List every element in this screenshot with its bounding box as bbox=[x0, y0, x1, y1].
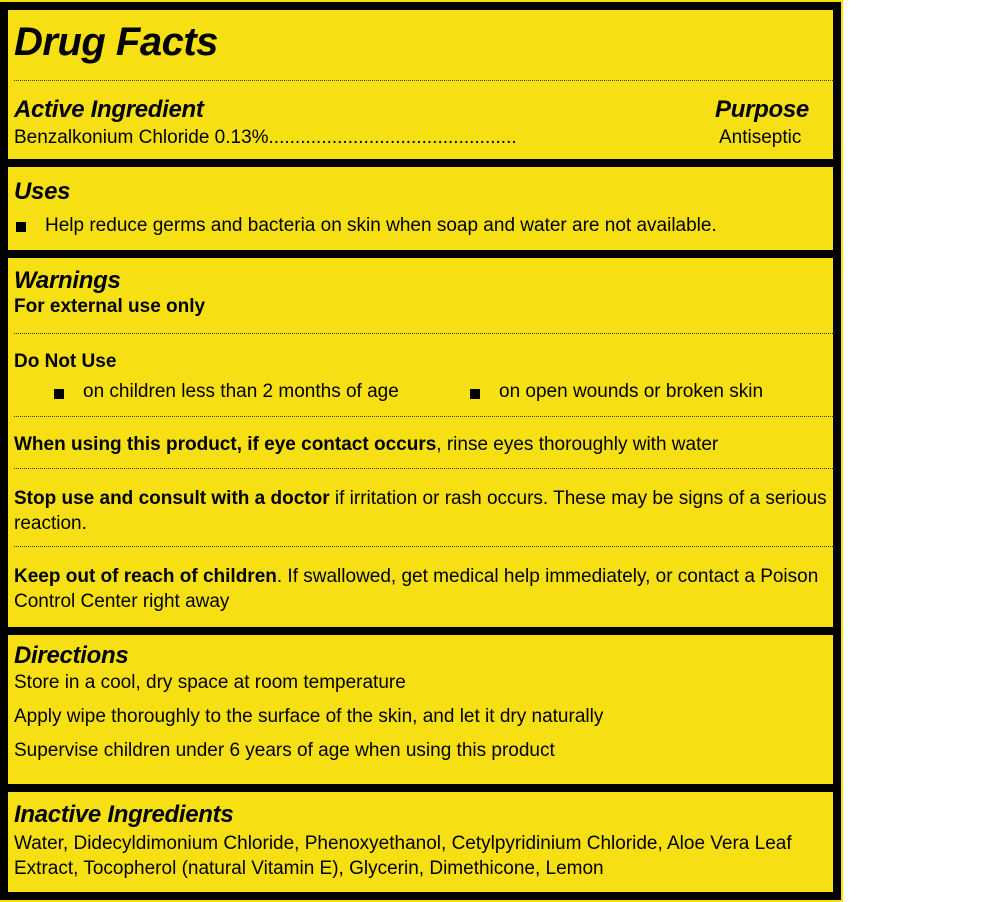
do-not-use-item-wounds: on open wounds or broken skin bbox=[499, 381, 764, 402]
eye-contact-warning bbox=[14, 434, 718, 456]
stop-use-bold: Stop use and consult with a doctor bbox=[14, 488, 330, 509]
warnings-heading: Warnings bbox=[14, 267, 121, 294]
active-ingredient-text: Benzalkonium Chloride 0.13%............................................... bbox=[14, 127, 517, 148]
title-divider bbox=[14, 80, 833, 81]
eye-contact-bold: When using this product, if eye contact occurs bbox=[14, 434, 437, 455]
warnings-divider bbox=[14, 416, 833, 417]
inactive-ingredients-text: Water, Didecyldimonium Chloride, Phenoxyethanol, Cetylpyridinium Chloride, Aloe Vera Leaf Extract, Tocopherol (natural Vitamin E), Glycerin, Dimethicone, Lemon bbox=[14, 833, 792, 879]
purpose-heading: Purpose bbox=[715, 96, 809, 123]
keep-out-warning bbox=[14, 564, 829, 614]
inactive-ingredients-heading: Inactive Ingredients bbox=[14, 801, 234, 828]
drug-facts-panel bbox=[0, 2, 841, 900]
directions-line: Supervise children under 6 years of age when using this product bbox=[14, 740, 555, 761]
stop-use-rest: if irritation or rash occurs. These may be signs of a serious reaction. bbox=[14, 488, 827, 534]
section-separator bbox=[8, 784, 833, 792]
purpose-text: Antiseptic bbox=[719, 127, 802, 148]
uses-heading: Uses bbox=[14, 178, 71, 205]
external-use-text: For external use only bbox=[14, 296, 206, 317]
warnings-divider bbox=[14, 468, 833, 469]
uses-item: Help reduce germs and bacteria on skin when soap and water are not available. bbox=[45, 215, 717, 236]
directions-heading: Directions bbox=[14, 642, 129, 669]
section-separator bbox=[8, 159, 833, 167]
keep-out-bold: Keep out of reach of children bbox=[14, 566, 277, 587]
section-separator bbox=[8, 627, 833, 635]
eye-contact-rest: , rinse eyes thoroughly with water bbox=[436, 434, 719, 455]
keep-out-rest: . If swallowed, get medical help immediately, or contact a Poison Control Center right away bbox=[14, 566, 819, 612]
stop-use-warning bbox=[14, 486, 829, 536]
bullet-square-icon bbox=[470, 389, 480, 399]
drug-facts-title: Drug Facts bbox=[14, 20, 218, 64]
active-ingredient-heading: Active Ingredient bbox=[14, 96, 204, 123]
bullet-square-icon bbox=[16, 222, 26, 232]
warnings-divider bbox=[14, 546, 833, 547]
warnings-divider bbox=[14, 333, 833, 334]
bullet-square-icon bbox=[54, 389, 64, 399]
directions-line: Store in a cool, dry space at room temperature bbox=[14, 672, 406, 693]
section-separator bbox=[8, 250, 833, 258]
directions-line: Apply wipe thoroughly to the surface of the skin, and let it dry naturally bbox=[14, 706, 604, 727]
do-not-use-item-children: on children less than 2 months of age bbox=[83, 381, 399, 402]
do-not-use-heading: Do Not Use bbox=[14, 351, 117, 372]
